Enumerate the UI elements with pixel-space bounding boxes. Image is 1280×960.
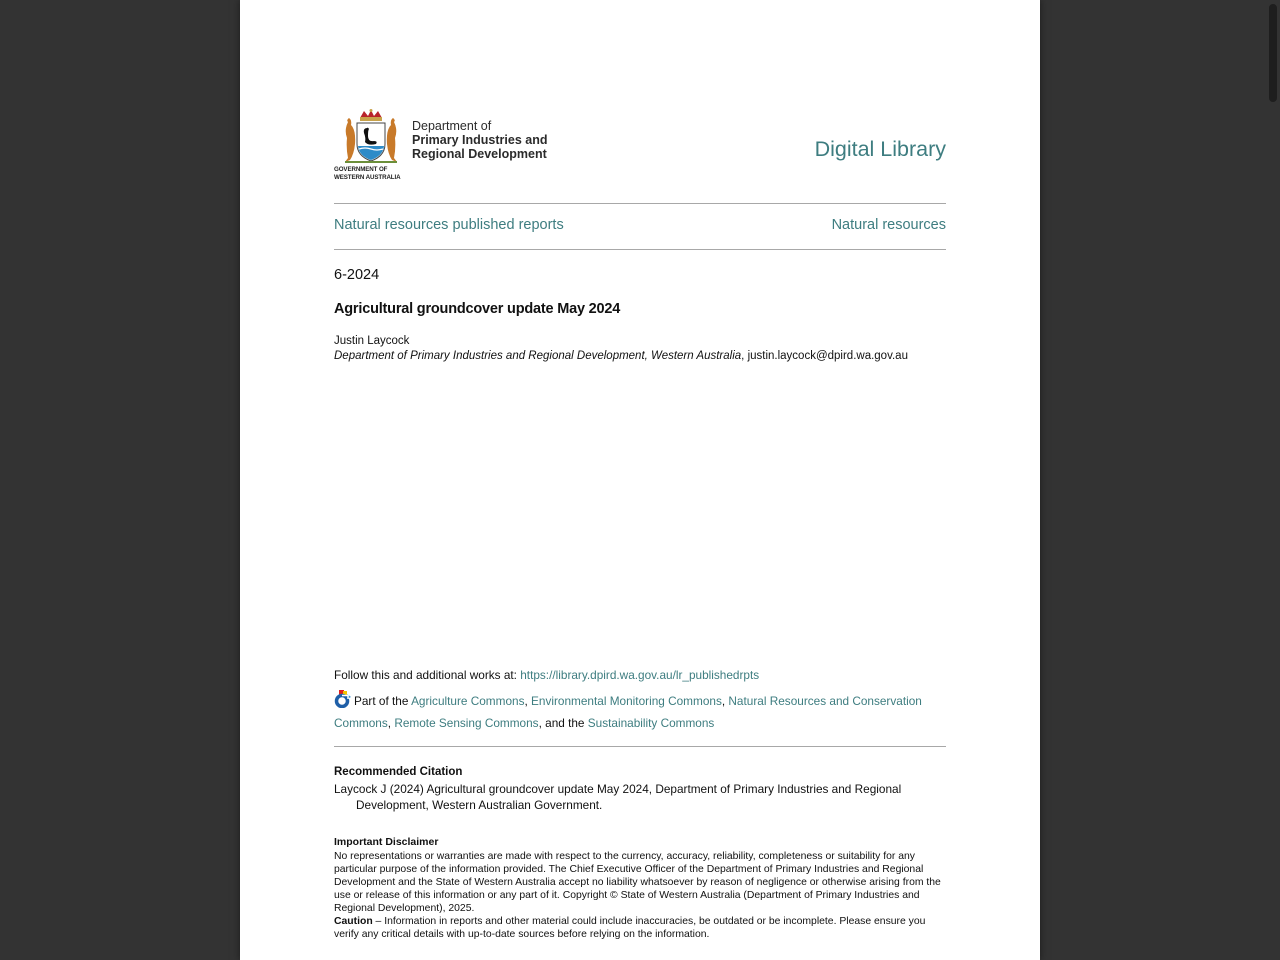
sustainability-commons-link[interactable]: Sustainability Commons	[587, 716, 715, 730]
follow-label: Follow this and additional works at:	[334, 668, 521, 682]
document-page	[240, 0, 1040, 960]
caution-label: Caution	[334, 916, 373, 927]
divider	[334, 746, 946, 747]
caution-body: – Information in reports and other material could include inaccuracies, be outdated or be incomplete. Please ensure you verify any critical details with up-to-date sources before relying on the information.	[334, 916, 926, 940]
divider	[334, 203, 946, 204]
affiliation-text: Department of Primary Industries and Regional Development, Western Australia	[334, 350, 742, 362]
author-email: justin.laycock@dpird.wa.gov.au	[747, 350, 908, 362]
dept-line-1: Department of	[412, 119, 492, 133]
follow-line	[334, 668, 759, 682]
separator: ,	[387, 716, 395, 730]
commons-list	[334, 690, 946, 734]
divider	[334, 249, 946, 250]
separator: , and the	[538, 716, 588, 730]
publication-date: 6-2024	[334, 267, 380, 283]
disclaimer-heading: Important Disclaimer	[334, 836, 439, 848]
author-name: Justin Laycock	[334, 335, 410, 347]
department-name	[412, 119, 547, 161]
crest-caption-line2: WESTERN AUSTRALIA	[334, 174, 401, 181]
collection-link[interactable]: Natural resources	[831, 217, 946, 233]
separator: ,	[721, 694, 729, 708]
environmental-monitoring-commons-link[interactable]: Environmental Monitoring Commons	[531, 694, 722, 708]
caution-text	[334, 915, 946, 941]
commons-network-icon	[334, 690, 352, 708]
scrollbar[interactable]	[1266, 0, 1280, 960]
scrollbar-thumb[interactable]	[1269, 4, 1277, 102]
natural-resources-conservation-commons-link[interactable]: Natural Resources and Conservation Commons	[334, 694, 922, 730]
remote-sensing-commons-link[interactable]: Remote Sensing Commons	[394, 716, 539, 730]
dpird-logo	[334, 108, 554, 184]
document-title: Agricultural groundcover update May 2024	[334, 301, 621, 317]
separator: ,	[524, 694, 532, 708]
author-affiliation	[334, 350, 908, 362]
dept-line-3: Regional Development	[412, 147, 547, 161]
site-title[interactable]: Digital Library	[814, 137, 946, 161]
commons-prefix: Part of the	[354, 694, 412, 708]
series-link[interactable]: Natural resources published reports	[334, 217, 564, 233]
agriculture-commons-link[interactable]: Agriculture Commons	[411, 694, 525, 708]
page-header	[334, 108, 946, 184]
follow-url-link[interactable]: https://library.dpird.wa.gov.au/lr_publishedrpts	[520, 668, 760, 682]
crest-caption	[334, 166, 408, 182]
citation-text: Laycock J (2024) Agricultural groundcover update May 2024, Department of Primary Industries and Regional Development, Western Australian Government.	[334, 782, 902, 812]
citation-heading: Recommended Citation	[334, 766, 463, 778]
crest-caption-line1: GOVERNMENT OF	[334, 166, 388, 173]
disclaimer-text: No representations or warranties are made with respect to the currency, accuracy, reliability, completeness or suitability for any particular purpose of the information provided. The Chief Executive Officer of the Department of Primary Industries and Regional Development and the State of Western Australia accept no liability whatsoever by reason of negligence or otherwise arising from the use or release of this information or any part of it. Copyright © State of Western Australia (Department of Primary Industries and Regional Development), 2025.	[334, 851, 941, 914]
separator: ,	[741, 350, 748, 362]
dept-line-2: Primary Industries and	[412, 133, 548, 147]
